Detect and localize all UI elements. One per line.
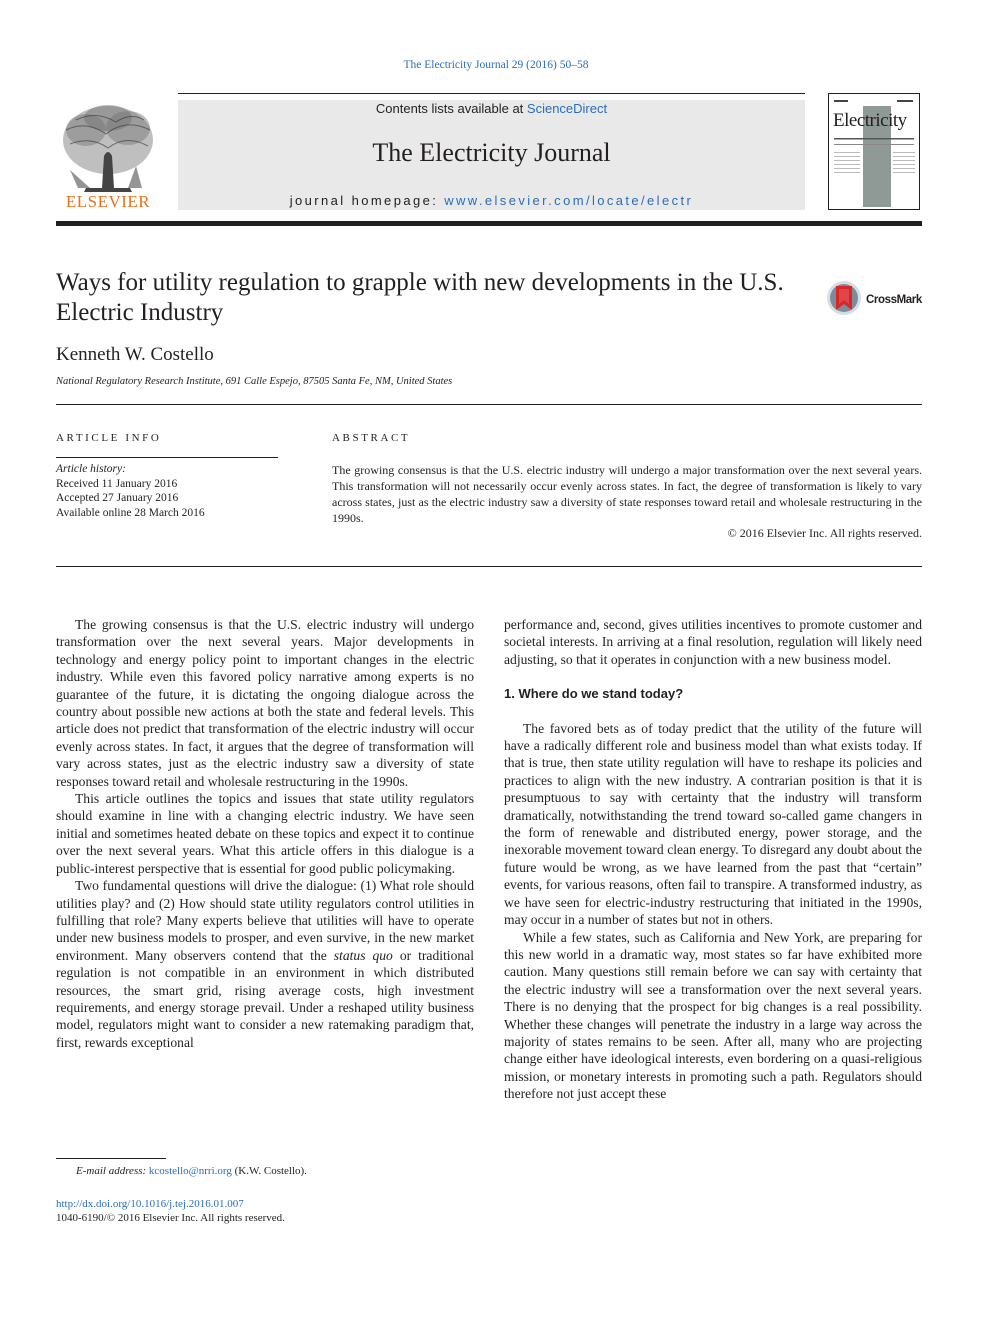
crossmark-label: CrossMark: [866, 294, 922, 306]
doi-link[interactable]: http://dx.doi.org/10.1016/j.tej.2016.01.007: [56, 1198, 244, 1210]
body-paragraph: The favored bets as of today predict that the utility of the future will have a radically different role and business model than what exists today. If that is true, then state utility regulation will have to reshape its policies and practices to align with the new industry. A contrarian position is that it is presumptuous to say with certainty that the industry will transform dramatically, notwithstanding the trend toward so-called game changers in the form of renewable and distributed energy, power storage, and the inexorable movement toward clean energy. To disregard any doubt about the future would be wrong, as we have learned from the past that “certain” events, for various reasons, often fail to transpire. A transformed industry, as we have seen for electric-industry restructuring that initiated in the 1990s, may occur in a number of states but not in others.: [504, 720, 922, 928]
article-title: Ways for utility regulation to grapple with new developments in the U.S. Electric Industry: [56, 269, 784, 326]
crossmark-icon: [826, 280, 926, 316]
abstract-copyright: © 2016 Elsevier Inc. All rights reserved.: [727, 526, 922, 540]
cover-title: Electricity: [833, 110, 907, 131]
issn-copyright: 1040-6190/© 2016 Elsevier Inc. All rights reserved.: [56, 1212, 285, 1224]
history-online: Available online 28 March 2016: [56, 506, 205, 519]
author-affiliation: National Regulatory Research Institute, 691 Calle Espejo, 87505 Santa Fe, NM, United States: [56, 376, 453, 387]
article-info-rule: [56, 457, 278, 458]
contents-prefix: Contents lists available at: [375, 101, 527, 116]
info-bottom-rule: [56, 566, 922, 567]
homepage-prefix: journal homepage:: [289, 193, 445, 208]
body-paragraph: While a few states, such as California and New York, are preparing for this new world in a dramatic way, most states so far have exhibited more caution. Many questions still remain before we can say with certainty that the electric industry will see a transformation over the next several years. There is no denying that the prospect for big changes is a real possibility. Whether these changes will penetrate the industry in a large way across the majority of states remains to be seen. After all, many who are projecting change either have ideological interests, even bordering on a quasi-religious mission, or monetary interests in promoting such a path. Regulators should therefore not just accept these: [504, 929, 922, 1102]
journal-cover-thumbnail[interactable]: [828, 93, 920, 210]
homepage-link[interactable]: www.elsevier.com/locate/electr: [444, 193, 694, 208]
elsevier-wordmark: ELSEVIER: [65, 192, 151, 211]
sciencedirect-link[interactable]: ScienceDirect: [526, 101, 608, 116]
masthead-top-rule: [178, 93, 805, 94]
body-paragraph: The growing consensus is that the U.S. electric industry will undergo transformation over the next several years. Major developments in technology and energy policy point to important changes in the electric industry. While even this favored policy narrative among experts is no guarantee of the future, it is dictating the ongoing dialogue across the country about possible new actions at both the state and federal levels. This article does not predict that transformation of the electric industry will occur evenly across states. In fact, it argues that the degree of transformation will vary across states, just as the electric industry saw a diversity of state responses toward retail and wholesale restructuring in the 1990s.: [56, 617, 474, 789]
body-paragraph: [56, 877, 474, 1051]
journal-citation[interactable]: The Electricity Journal 29 (2016) 50–58: [403, 59, 589, 71]
email-label: E-mail address:: [76, 1165, 149, 1177]
article-info-label: ARTICLE INFO: [56, 432, 162, 444]
body-paragraph: performance and, second, gives utilities incentives to promote customer and societal interests. In arriving at a final resolution, regulation will likely need adjusting, so that it operates in conjunction with a new business model.: [504, 617, 922, 667]
history-title: Article history:: [56, 463, 126, 475]
body-column-right: [504, 616, 922, 1103]
abstract-label: ABSTRACT: [332, 432, 411, 444]
author-name: Kenneth W. Costello: [56, 344, 214, 365]
contents-line: [178, 101, 805, 116]
footnote-rule: [56, 1158, 166, 1159]
body-column-left: [56, 616, 474, 1051]
abstract-text: The growing consensus is that the U.S. electric industry will undergo a major transformation over the next several years. This transformation will not necessarily occur evenly across states. In fact, the degree of transformation is likely to vary across states, just as the electric industry saw a diversity of state responses toward retail and wholesale restructuring in the 1990s.: [332, 463, 922, 525]
email-link[interactable]: kcostello@nrri.org: [148, 1165, 232, 1177]
emphasis-text: status quo: [333, 947, 393, 963]
paragraph-text: or traditional regulation is not compatible in an environment in which distributed resources, the smart grid, rising average costs, high investment requirements, and energy storage prevail. Under a reshaped utility business model, regulators might want to consider a new ratemaking paradigm that, first, rewards exceptional: [56, 947, 474, 1050]
journal-title: The Electricity Journal: [372, 138, 611, 167]
section-heading: 1. Where do we stand today?: [504, 686, 684, 702]
article-history: [56, 462, 296, 520]
footnote-email: [56, 1165, 474, 1177]
crossmark-badge[interactable]: [826, 280, 926, 316]
elsevier-logo: [56, 100, 160, 212]
history-received: Received 11 January 2016: [56, 477, 178, 490]
homepage-line: [178, 193, 805, 208]
email-suffix: (K.W. Costello).: [231, 1165, 307, 1177]
body-paragraph: This article outlines the topics and issues that state utility regulators should examine in line with a changing electric industry. We have seen initial and sometimes heated debate on these topics and expect it to continue over the next several years. What this article offers in this dialogue is a public-interest perspective that is essential for good public policymaking.: [56, 791, 474, 876]
header-rule: [56, 221, 922, 226]
history-accepted: Accepted 27 January 2016: [56, 492, 179, 504]
paragraph-text: Two fundamental questions will drive the dialogue: (1) What role should utilities play? and (2) How should state utility regulators control utilities in fulfilling that role? Many experts believe that utilities will have to operate under new business models to prosper, and even survive, in the new market environment. Many observers contend that the: [56, 878, 474, 963]
info-top-rule: [56, 404, 922, 405]
